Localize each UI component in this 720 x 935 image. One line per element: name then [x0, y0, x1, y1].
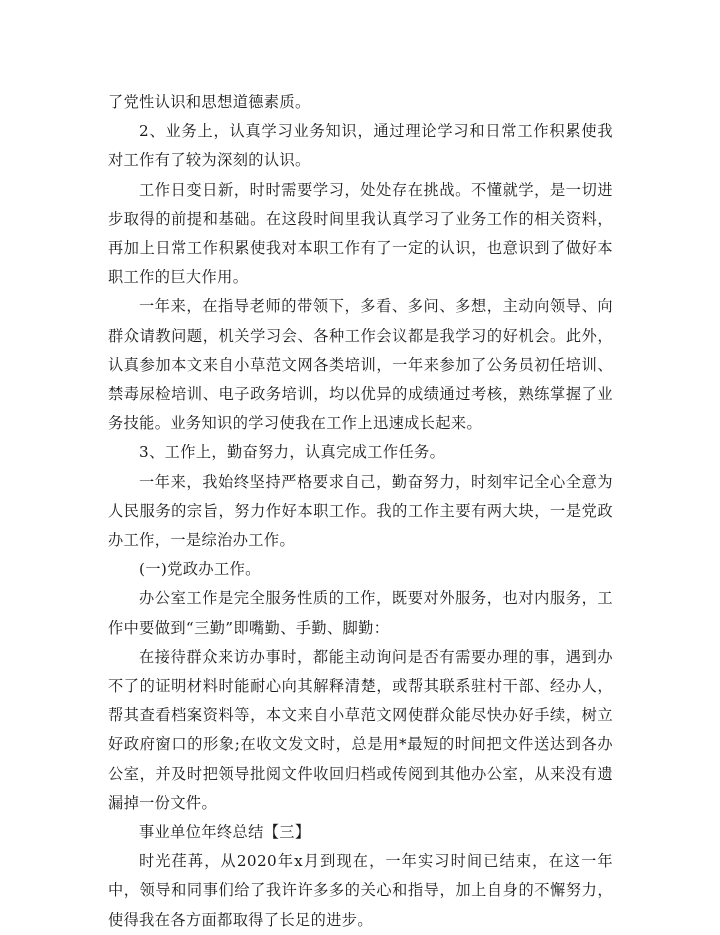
section-heading: 事业单位年终总结【三】	[139, 823, 311, 842]
paragraph-11: 时光荏苒，从2020年x月到现在，一年实习时间已结束，在这一年中，领导和同事们给了我许许多多的关心和指导，加上自身的不懈努力，使得我在各方面都取得了长足的进步。	[108, 852, 613, 929]
paragraph-5: 3、工作上，勤奋努力，认真完成工作任务。	[139, 443, 446, 462]
paragraph-4: 一年来，在指导老师的带领下，多看、多问、多想，主动向领导、向群众请教问题，机关学习会、各种工作会议都是我学习的好机会。此外，认真参加本文来自小草范文网各类培训，一年来参加了公务员初任培训、禁毒尿检培训、电子政务培训，均以优异的成绩通过考核，熟练掌握了业务技能。业务知识的学习使我在工作上迅速成长起来。	[108, 297, 613, 433]
paragraph-2: 2、业务上，认真学习业务知识，通过理论学习和日常工作积累使我对工作有了较为深刻的认识。	[108, 122, 613, 170]
paragraph-7: (一)党政办工作。	[139, 560, 261, 579]
paragraph-9: 在接待群众来访办事时，都能主动询问是否有需要办理的事，遇到办不了的证明材料时能耐心向其解释清楚，或帮其联系驻村干部、经办人，帮其查看档案资料等，本文来自小草范文网使群众能尽快办好手续，树立好政府窗口的形象;在收文发文时，总是用*最短的时间把文件送达到各办公室，并及时把领导批阅文件收回归档或传阅到其他办公室，从来没有遗漏掉一份文件。	[108, 647, 613, 812]
paragraph-6: 一年来，我始终坚持严格要求自己，勤奋努力，时刻牢记全心全意为人民服务的宗旨，努力作好本职工作。我的工作主要有两大块，一是党政办工作，一是综治办工作。	[108, 472, 613, 550]
document-body	[108, 88, 613, 935]
paragraph-1: 了党性认识和思想道德素质。	[108, 93, 311, 111]
paragraph-8: 办公室工作是完全服务性质的工作，既要对外服务，也对内服务，工作中要做到“三勤”即嘴勤、手勤、脚勤：	[108, 589, 613, 637]
paragraph-3: 工作日变日新，时时需要学习，处处存在挑战。不懂就学，是一切进步取得的前提和基础。在这段时间里我认真学习了业务工作的相关资料，再加上日常工作积累使我对本职工作有了一定的认识，也意识到了做好本职工作的巨大作用。	[108, 180, 613, 287]
